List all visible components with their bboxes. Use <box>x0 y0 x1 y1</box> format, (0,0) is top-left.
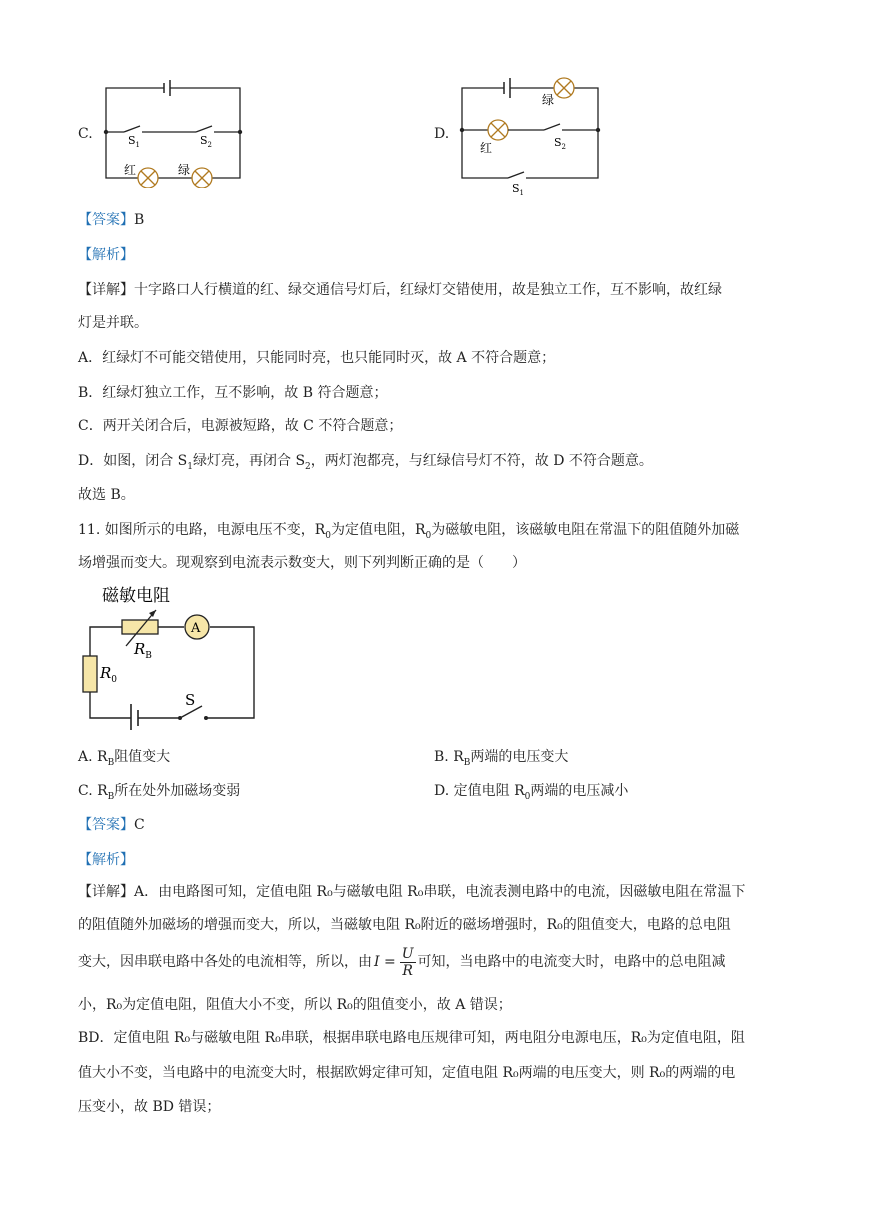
fixed-resistor <box>83 656 97 692</box>
prev-answer: 【答案】B <box>78 212 145 228</box>
prev-choose: 故选 B。 <box>78 487 135 503</box>
r0-label: $R_0$ <box>100 664 118 685</box>
svg-text:A: A <box>191 621 201 636</box>
q11-detail-line-5: BD．定值电阻 R₀与磁敏电阻 R₀串联，根据串联电路电压规律可知，两电阻分电源电压，R₀为定值电阻，阻 <box>78 1030 745 1046</box>
q11-option-d: D. 定值电阻 $R_0$两端的电压减小 <box>434 783 629 802</box>
prev-line-b: B．红绿灯独立工作，互不影响，故 B 符合题意； <box>78 385 388 401</box>
q11-detail-line-1: 【详解】A．由电路图可知，定值电阻 R₀与磁敏电阻 R₀串联，电流表测电路中的电流，因磁敏电阻在常温下 <box>78 884 746 900</box>
q11-option-b: B. $R_B$两端的电压变大 <box>434 749 569 768</box>
q11-option-c: C. $R_B$所在处外加磁场变弱 <box>78 783 241 802</box>
magnetic-resistor <box>122 620 158 634</box>
diagram-title: 磁敏电阻 <box>102 586 170 606</box>
q11-detail-line-6: 值大小不变，当电路中的电流变大时，根据欧姆定律可知，定值电阻 R₀两端的电压变大，则 R₀的两端的电 <box>78 1065 736 1081</box>
c-green-label: 绿 <box>178 163 191 177</box>
prev-analysis-tag: 【解析】 <box>78 247 134 263</box>
c-s1-label: $S_1$ <box>128 134 141 149</box>
prev-line-c: C．两开关闭合后，电源被短路，故 C 不符合题意； <box>78 418 403 434</box>
q11-detail-line-7: 压变小，故 BD 错误； <box>78 1099 221 1115</box>
q11-detail-line-4: 小，R₀为定值电阻，阻值大小不变，所以 R₀的阻值变小，故 A 错误； <box>78 997 512 1013</box>
rb-label: $R_B$ <box>134 640 152 661</box>
q11-circuit-diagram <box>76 580 266 730</box>
ohm-formula: I = <box>374 954 396 970</box>
prev-line-d: D．如图，闭合 $S_1$绿灯亮，再闭合 $S_2$，两灯泡都亮，与红绿信号灯不符，故 D 不符合题意。 <box>78 453 653 472</box>
switch-label: S <box>185 691 196 709</box>
q11-analysis-tag: 【解析】 <box>78 852 134 868</box>
d-s1-label: $S_1$ <box>512 182 525 196</box>
option-d-label: D. <box>434 126 450 142</box>
q11-option-a: A. $R_B$阻值变大 <box>78 749 171 768</box>
d-s2-label: $S_2$ <box>554 136 567 151</box>
q11-detail-line-3: 变大，因串联电路中各处的电流相等，所以，由 I = $\frac{U}{R}$ 可知，当电路中的电流变大时，电路中的总电阻减 <box>78 945 726 979</box>
d-red-label: 红 <box>480 141 493 155</box>
c-red-label: 红 <box>124 163 137 177</box>
q11-answer: 【答案】C <box>78 817 145 833</box>
prev-line-a: A．红绿灯不可能交错使用，只能同时亮，也只能同时灭，故 A 不符合题意； <box>78 350 556 366</box>
circuit-diagram-d <box>456 74 606 196</box>
q11-stem-line-2: 场增强而变大。现观察到电流表示数变大，则下列判断正确的是（ ） <box>78 555 526 571</box>
circuit-diagram-c <box>100 78 250 188</box>
d-green-label: 绿 <box>542 93 555 107</box>
option-c-label: C. <box>78 126 93 142</box>
c-s2-label: $S_2$ <box>200 134 213 149</box>
q11-detail-line-2: 的阻值随外加磁场的增强而变大，所以，当磁敏电阻 R₀附近的磁场增强时，R₀的阻值变大，电路的总电阻 <box>78 917 731 933</box>
prev-detail-line-2: 灯是并联。 <box>78 315 148 331</box>
q11-stem-line-1: 11. 如图所示的电路，电源电压不变，$R_0$为定值电阻，$R_0$为磁敏电阻，该磁敏电阻在常温下的阻值随外加磁 <box>78 522 740 541</box>
ohm-fraction: $\frac{U}{R}$ <box>401 945 414 979</box>
prev-detail-line-1: 【详解】十字路口人行横道的红、绿交通信号灯后，红绿灯交错使用，故是独立工作，互不影响，故红绿 <box>78 282 722 298</box>
